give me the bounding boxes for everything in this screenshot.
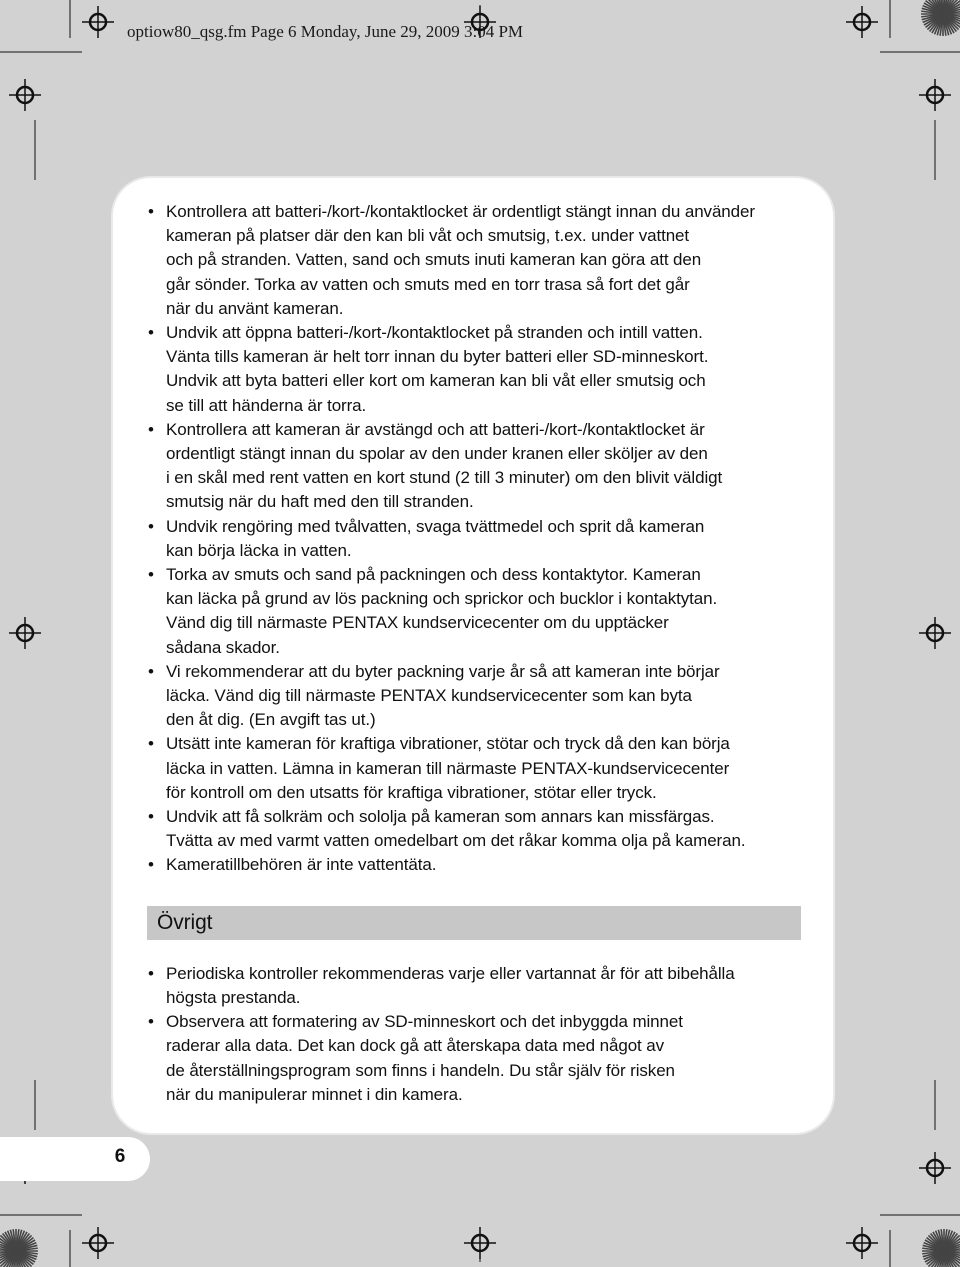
bullet-line: smutsig när du haft med den till stranden. <box>166 492 474 512</box>
bullet-line: Kameratillbehören är inte vattentäta. <box>166 855 437 875</box>
bullet-line: i en skål med rent vatten en kort stund (2 till 3 minuter) om den blivit väldigt <box>166 468 723 488</box>
bullet-line: läcka in vatten. Lämna in kameran till närmaste PENTAX-kundservicecenter <box>166 758 730 778</box>
section-bar <box>147 906 801 940</box>
bullet-line: Tvätta av med varmt vatten omedelbart om det råkar komma olja på kameran. <box>166 831 746 851</box>
bullet-line: läcka. Vänd dig till närmaste PENTAX kundservicecenter som kan byta <box>166 686 692 706</box>
page-content <box>147 200 809 1107</box>
bullet-icon: • <box>148 1012 154 1032</box>
registration-target-icon <box>9 617 41 649</box>
bullet-item <box>147 418 809 515</box>
bullet-line: Undvik att byta batteri eller kort om kameran kan bli våt eller smutsig och <box>166 371 706 391</box>
bullet-item <box>147 805 809 853</box>
bullet-icon: • <box>148 807 154 827</box>
bullet-line: Periodiska kontroller rekommenderas varje eller vartannat år för att bibehålla <box>166 963 735 983</box>
bullet-line: Vänta tills kameran är helt torr innan du byter batteri eller SD-minneskort. <box>166 347 709 367</box>
bullet-line: de återställningsprogram som finns i handeln. Du står själv för risken <box>166 1060 675 1080</box>
bullet-item <box>147 321 809 418</box>
bullet-item <box>147 660 809 733</box>
bullet-item <box>147 1010 809 1107</box>
bullet-item <box>147 563 809 660</box>
bullet-line: Undvik att få solkräm och sololja på kameran som annars kan missfärgas. <box>166 807 715 827</box>
bullet-line: Vänd dig till närmaste PENTAX kundservicecenter om du upptäcker <box>166 613 669 633</box>
registration-target-icon <box>919 1152 951 1184</box>
bullet-line: Vi rekommenderar att du byter packning varje år så att kameran inte börjar <box>166 661 720 681</box>
registration-target-icon <box>82 1227 114 1259</box>
bullet-line: för kontroll om den utsatts för kraftiga vibrationer, stötar eller tryck. <box>166 782 657 802</box>
bullet-icon: • <box>148 661 154 681</box>
bullet-list-top <box>147 200 809 878</box>
registration-target-icon <box>464 6 496 38</box>
section-heading: Övrigt <box>157 910 213 934</box>
bullet-line: Observera att formatering av SD-minneskort och det inbyggda minnet <box>166 1012 683 1032</box>
bullet-line: den åt dig. (En avgift tas ut.) <box>166 710 376 730</box>
starburst-icon <box>921 0 960 36</box>
bullet-line: Torka av smuts och sand på packningen och dess kontaktytor. Kameran <box>166 565 701 585</box>
bullet-line: sådana skador. <box>166 637 280 657</box>
bullet-line: kan börja läcka in vatten. <box>166 540 352 560</box>
bullet-line: går sönder. Torka av vatten och smuts med en torr trasa så fort det går <box>166 274 690 294</box>
bullet-line: raderar alla data. Det kan dock gå att återskapa data med något av <box>166 1036 665 1056</box>
page-number: 6 <box>114 1146 126 1167</box>
bullet-icon: • <box>148 565 154 585</box>
bullet-line: när du manipulerar minnet i din kamera. <box>166 1084 463 1104</box>
registration-target-icon <box>846 1227 878 1259</box>
bullet-icon: • <box>148 516 154 536</box>
bullet-line: kameran på platser där den kan bli våt och smutsig, t.ex. under vattnet <box>166 226 690 246</box>
bullet-icon: • <box>148 202 154 221</box>
bullet-line: ordentligt stängt innan du spolar av den under kranen eller sköljer av den <box>166 444 708 464</box>
registration-target-icon <box>919 79 951 111</box>
registration-target-icon <box>9 79 41 111</box>
bullet-line: när du använt kameran. <box>166 298 344 318</box>
bullet-icon: • <box>148 963 154 983</box>
registration-target-icon <box>919 617 951 649</box>
bullet-line: kan läcka på grund av lös packning och sprickor och bucklor i kontaktytan. <box>166 589 718 609</box>
bullet-item <box>147 962 809 1010</box>
bullet-item <box>147 515 809 563</box>
registration-target-icon <box>82 6 114 38</box>
bullet-line: Utsätt inte kameran för kraftiga vibrationer, stötar och tryck då den kan börja <box>166 734 730 754</box>
bullet-icon: • <box>148 734 154 754</box>
bullet-line: Kontrollera att batteri-/kort-/kontaktlocket är ordentligt stängt innan du använder <box>166 202 755 221</box>
starburst-icon <box>922 1229 960 1267</box>
print-header: optiow80_qsg.fm Page 6 Monday, June 29, 2009 3:04 PM <box>127 22 524 41</box>
registration-target-icon <box>464 1227 496 1259</box>
bullet-line: och på stranden. Vatten, sand och smuts inuti kameran kan göra att den <box>166 250 702 270</box>
bullet-item <box>147 853 809 877</box>
registration-target-icon <box>846 6 878 38</box>
bullet-line: Undvik rengöring med tvålvatten, svaga tvättmedel och sprit då kameran <box>166 516 705 536</box>
starburst-icon <box>0 1229 38 1267</box>
bullet-item <box>147 200 809 321</box>
bullet-item <box>147 732 809 805</box>
bullet-line: se till att händerna är torra. <box>166 395 367 415</box>
bullet-line: högsta prestanda. <box>166 987 301 1007</box>
bullet-line: Kontrollera att kameran är avstängd och att batteri-/kort-/kontaktlocket är <box>166 419 705 439</box>
bullet-line: Undvik att öppna batteri-/kort-/kontaktlocket på stranden och intill vatten. <box>166 323 703 343</box>
bullet-icon: • <box>148 419 154 439</box>
bullet-list-section <box>147 962 809 1107</box>
bullet-icon: • <box>148 323 154 343</box>
bullet-icon: • <box>148 855 154 875</box>
